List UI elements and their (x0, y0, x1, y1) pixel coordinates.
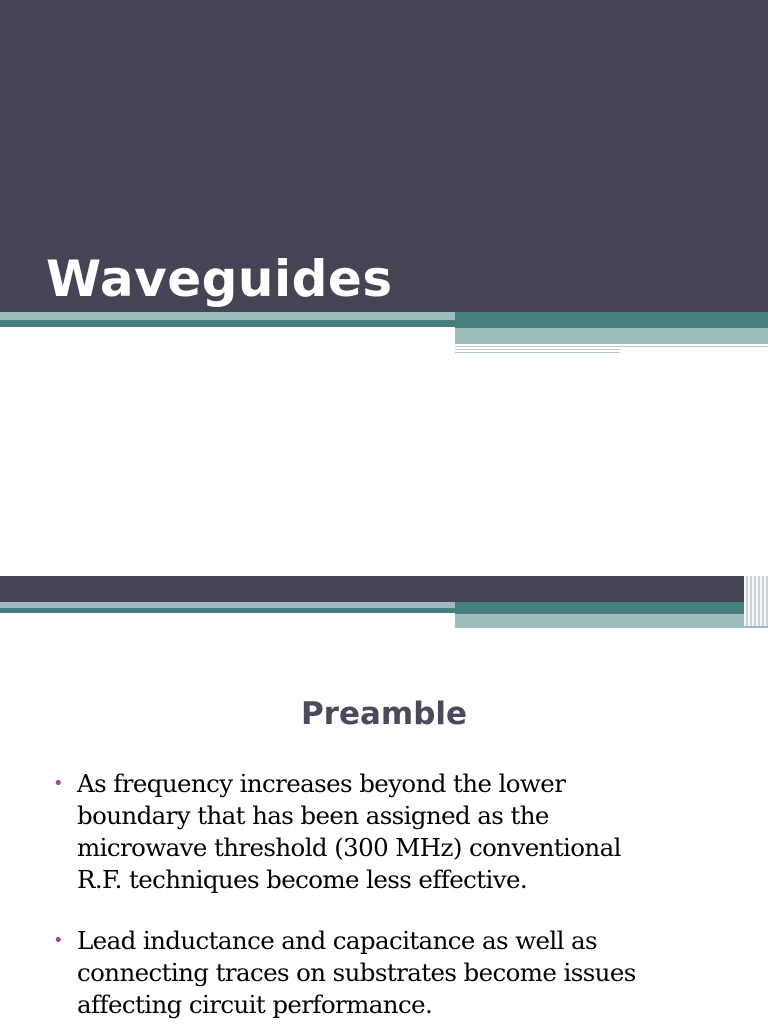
bullet-line: Lead inductance and capacitance as well as (77, 926, 598, 955)
accent-stripe-light-right (455, 328, 768, 344)
bullet-line: boundary that has been assigned as the (77, 801, 549, 830)
accent-thin-line-1 (455, 346, 768, 347)
bullet-line: affecting circuit performance. (77, 990, 433, 1019)
bullet-item (52, 768, 752, 896)
bullet-line: connecting traces on substrates become issues (77, 958, 636, 987)
bullet-line: R.F. techniques become less effective. (77, 865, 528, 894)
accent-stripe-teal-left (0, 320, 455, 327)
content-heading: Preamble (300, 696, 468, 732)
content-edge-ribbon (744, 576, 768, 626)
bullet-line: As frequency increases beyond the lower (77, 769, 566, 798)
accent-stripe-teal-right (455, 312, 768, 328)
slide-title: Waveguides (46, 250, 393, 308)
accent-stripe-light-left (0, 312, 455, 320)
content-slide (0, 576, 768, 1024)
content-stripe-teal-right (455, 602, 768, 614)
content-stripe-light-right (455, 614, 768, 628)
bullet-line: microwave threshold (300 MHz) conventional (77, 833, 621, 862)
accent-thin-line-2 (455, 349, 620, 350)
content-stripe-teal-left (0, 608, 455, 613)
content-header-band (0, 576, 768, 602)
bullet-item (52, 925, 752, 1021)
bullet-marker: • (53, 930, 64, 951)
bullet-marker: • (53, 773, 64, 794)
accent-thin-line-3 (455, 352, 620, 353)
bullet-list (52, 768, 752, 1024)
